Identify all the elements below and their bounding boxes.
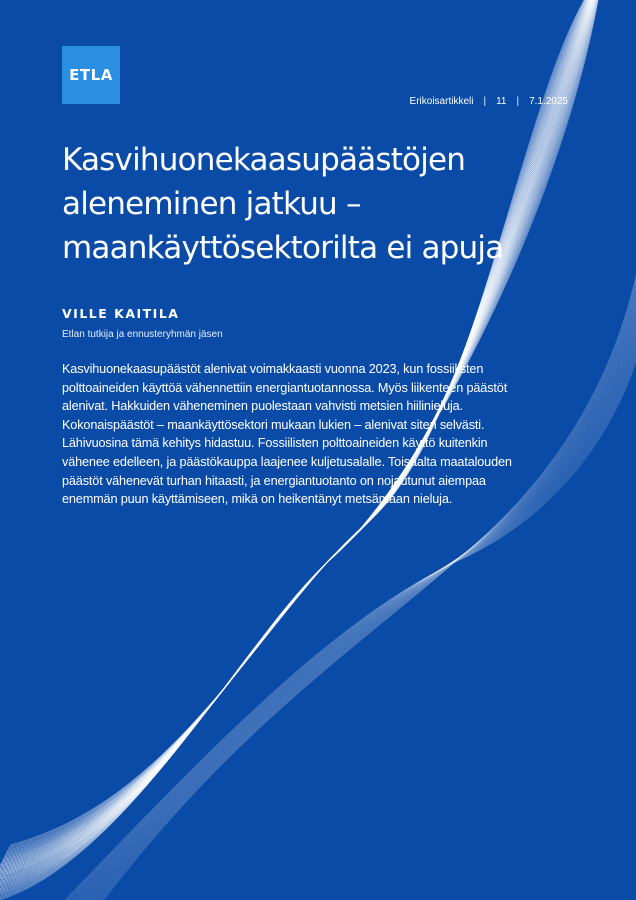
etla-logo[interactable] bbox=[62, 46, 120, 104]
wave-line bbox=[78, 245, 636, 900]
publication-meta bbox=[410, 96, 568, 107]
logo-text: ETLA bbox=[69, 66, 113, 84]
series-label: Erikoisartikkeli bbox=[409, 96, 474, 107]
author-role: Etlan tutkija ja ennusteryhmän jäsen bbox=[62, 329, 223, 340]
page-title: Kasvihuonekaasupäästöjen aleneminen jatkuu – maankäyttösektorilta ei apuja bbox=[62, 142, 504, 266]
meta-separator: | bbox=[516, 96, 520, 107]
issue-number: 11 bbox=[496, 96, 507, 107]
meta-separator: | bbox=[483, 96, 487, 107]
abstract-text: Kasvihuonekaasupäästöt alenivat voimakkaasti vuonna 2023, kun fossiilisten polttoaineiden käyttöä vähennettiin energiantuotannossa. Myös liikenteen päästöt alenivat. Hakkuiden väheneminen puolestaan vahvisti metsien hiilinieluja. Kokonaispäästöt – maankäyttösektori mukaan lukien – alenivat siten selvästi. Lähivuosina tämä kehitys hidastuu. Fossiilisten polttoaineiden käyttö kuitenkin vähenee edelleen, ja päästökauppa laajenee kuljetusalalle. Toisaalta maatalouden päästöt vähenevät turhan hitaasti, ja energiantuotanto on nojautunut aiempaa enemmän puun käyttämiseen, mikä on heikentänyt metsämaan nieluja. bbox=[62, 362, 512, 507]
author-name: VILLE KAITILA bbox=[62, 306, 180, 321]
publication-date: 7.1.2025 bbox=[529, 96, 568, 107]
